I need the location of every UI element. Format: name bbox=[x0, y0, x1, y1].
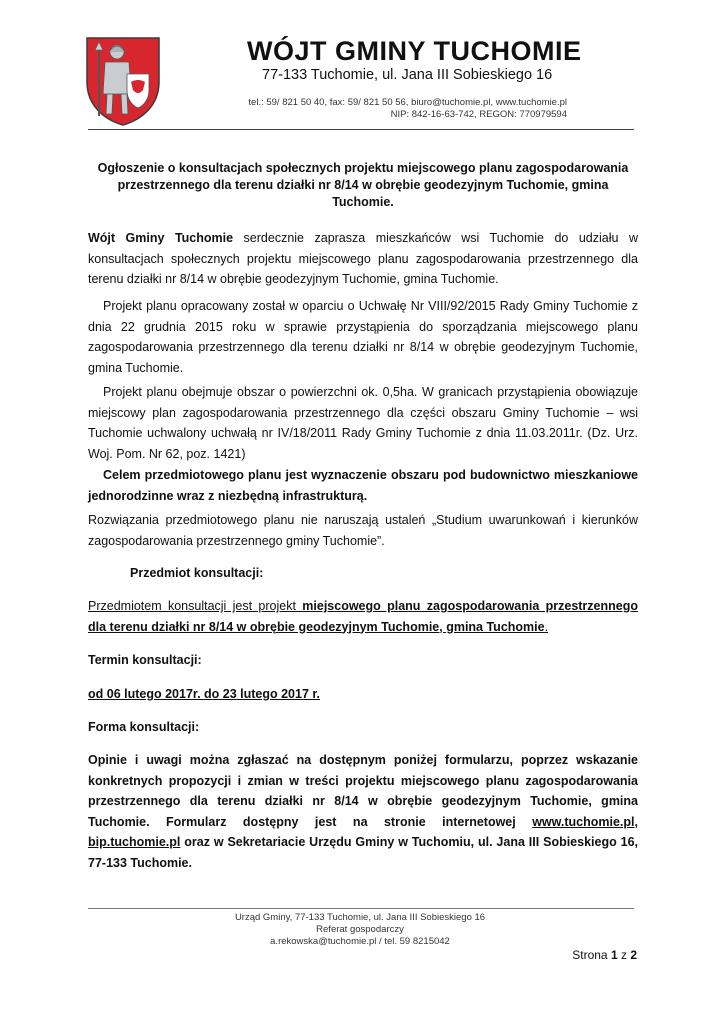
term-value: od 06 lutego 2017r. do 23 lutego 2017 r. bbox=[88, 687, 321, 701]
footer bbox=[150, 912, 570, 948]
page-sep: z bbox=[617, 948, 631, 962]
header-address: 77-133 Tuchomie, ul. Jana III Sobieskiego 16 bbox=[262, 67, 553, 83]
coat-of-arms-icon bbox=[85, 36, 161, 126]
footer-divider bbox=[88, 908, 634, 909]
page-total: 2 bbox=[630, 948, 637, 962]
area-text: Projekt planu obejmuje obszar o powierzchni ok. 0,5ha. W granicach przystąpienia obowiązuje miejscowy plan zagospodarowania przestrzennego dla części obszaru Gminy Tuchomie – wsi Tuchomie uchwalony uchwałą nr IV/18/2011 Rady Gminy Tuchomie z dnia 11.03.2011r. (Dz. Urz. Woj. Pom. Nr 62, poz. 1421) bbox=[88, 385, 638, 461]
goal-paragraph bbox=[88, 465, 638, 506]
study-text: Rozwiązania przedmiotowego planu nie naruszają ustaleń „Studium uwarunkowań i kierunków zagospodarowania przestrzennego gminy Tuchomie”. bbox=[88, 513, 638, 548]
form-separator: , bbox=[634, 814, 638, 829]
footer-address: Urząd Gminy, 77-133 Tuchomie, ul. Jana III Sobieskiego 16 bbox=[234, 912, 486, 923]
document-title bbox=[88, 160, 638, 211]
footer-contact: a.rekowska@tuchomie.pl / tel. 59 8215042 bbox=[270, 936, 450, 947]
page-number bbox=[572, 948, 637, 962]
form-text: Opinie i uwagi można zgłaszać na dostępnym poniżej formularzu, poprzez wskazanie konkretnych propozycji i zmian w treści projektu miejscowego planu zagospodarowania przestrzennego dla terenu działki nr 8/14 w obrębie geodezyjnym Tuchomie, gmina Tuchomie. Formularz dostępny jest na stronie internetowej bbox=[88, 753, 638, 829]
bip-link[interactable]: bip.tuchomie.pl bbox=[88, 835, 181, 849]
term-heading: Termin konsultacji: bbox=[88, 653, 202, 667]
subject-heading: Przedmiot konsultacji: bbox=[130, 566, 264, 580]
basis-text: Projekt planu opracowany został w oparciu o Uchwałę Nr VIII/92/2015 Rady Gminy Tuchomie z dnia 22 grudnia 2015 roku w sprawie przystąpienia do sporządzania miejscowego planu zagospodarowania przestrzennego dla terenu działki nr 8/14 w obrębie geodezyjnym Tuchomie, gmina Tuchomie. bbox=[88, 299, 638, 375]
form-paragraph bbox=[88, 750, 638, 873]
header-registry-line: NIP: 842-16-63-742, REGON: 770979594 bbox=[390, 109, 567, 120]
footer-department: Referat gospodarczy bbox=[316, 924, 404, 935]
subject-prefix: Przedmiotem konsultacji jest projekt bbox=[88, 599, 303, 613]
intro-bold-text: Wójt Gminy Tuchomie bbox=[88, 231, 234, 245]
page-prefix: Strona bbox=[572, 948, 611, 962]
website-link[interactable]: www.tuchomie.pl bbox=[532, 814, 635, 829]
form-text-end: oraz w Sekretariacie Urzędu Gminy w Tuchomiu, ul. Jana III Sobieskiego 16, 77-133 Tuchomie. bbox=[88, 835, 638, 870]
basis-paragraph bbox=[88, 296, 638, 378]
document-title-line: przestrzennego dla terenu działki nr 8/14 w obrębie geodezyjnym Tuchomie, gmina Tuchomie. bbox=[117, 178, 609, 209]
subject-bold: miejscowego planu zagospodarowania przestrzennego dla terenu działki nr 8/14 w obrębie geodezyjnym Tuchomie, gmina Tuchomie bbox=[88, 599, 638, 634]
goal-text: Celem przedmiotowego planu jest wyznaczenie obszaru pod budownictwo mieszkaniowe jednorodzinne wraz z niezbędną infrastrukturą. bbox=[88, 468, 638, 503]
subject-suffix: . bbox=[544, 619, 549, 634]
header-contact-line: tel.: 59/ 821 50 40, fax: 59/ 821 50 56, biuro@tuchomie.pl, www.tuchomie.pl bbox=[248, 97, 567, 108]
header-contact bbox=[248, 97, 567, 121]
document-title-line: Ogłoszenie o konsultacjach społecznych projektu miejscowego planu zagospodarowania bbox=[97, 161, 629, 175]
header-title: WÓJT GMINY TUCHOMIE bbox=[247, 36, 582, 66]
area-paragraph bbox=[88, 382, 638, 464]
page-current: 1 bbox=[610, 948, 618, 962]
study-paragraph bbox=[88, 510, 638, 551]
header-divider bbox=[88, 129, 634, 130]
subject-paragraph bbox=[88, 596, 638, 637]
intro-text: serdecznie zaprasza mieszkańców wsi Tuchomie do udziału w konsultacjach społecznych projektu miejscowego planu zagospodarowania przestrzennego dla terenu działki nr 8/14 w obrębie geodezyjnym Tuchomie, gmina Tuchomie. bbox=[88, 231, 638, 286]
form-heading: Forma konsultacji: bbox=[88, 720, 200, 734]
intro-paragraph bbox=[88, 228, 638, 290]
